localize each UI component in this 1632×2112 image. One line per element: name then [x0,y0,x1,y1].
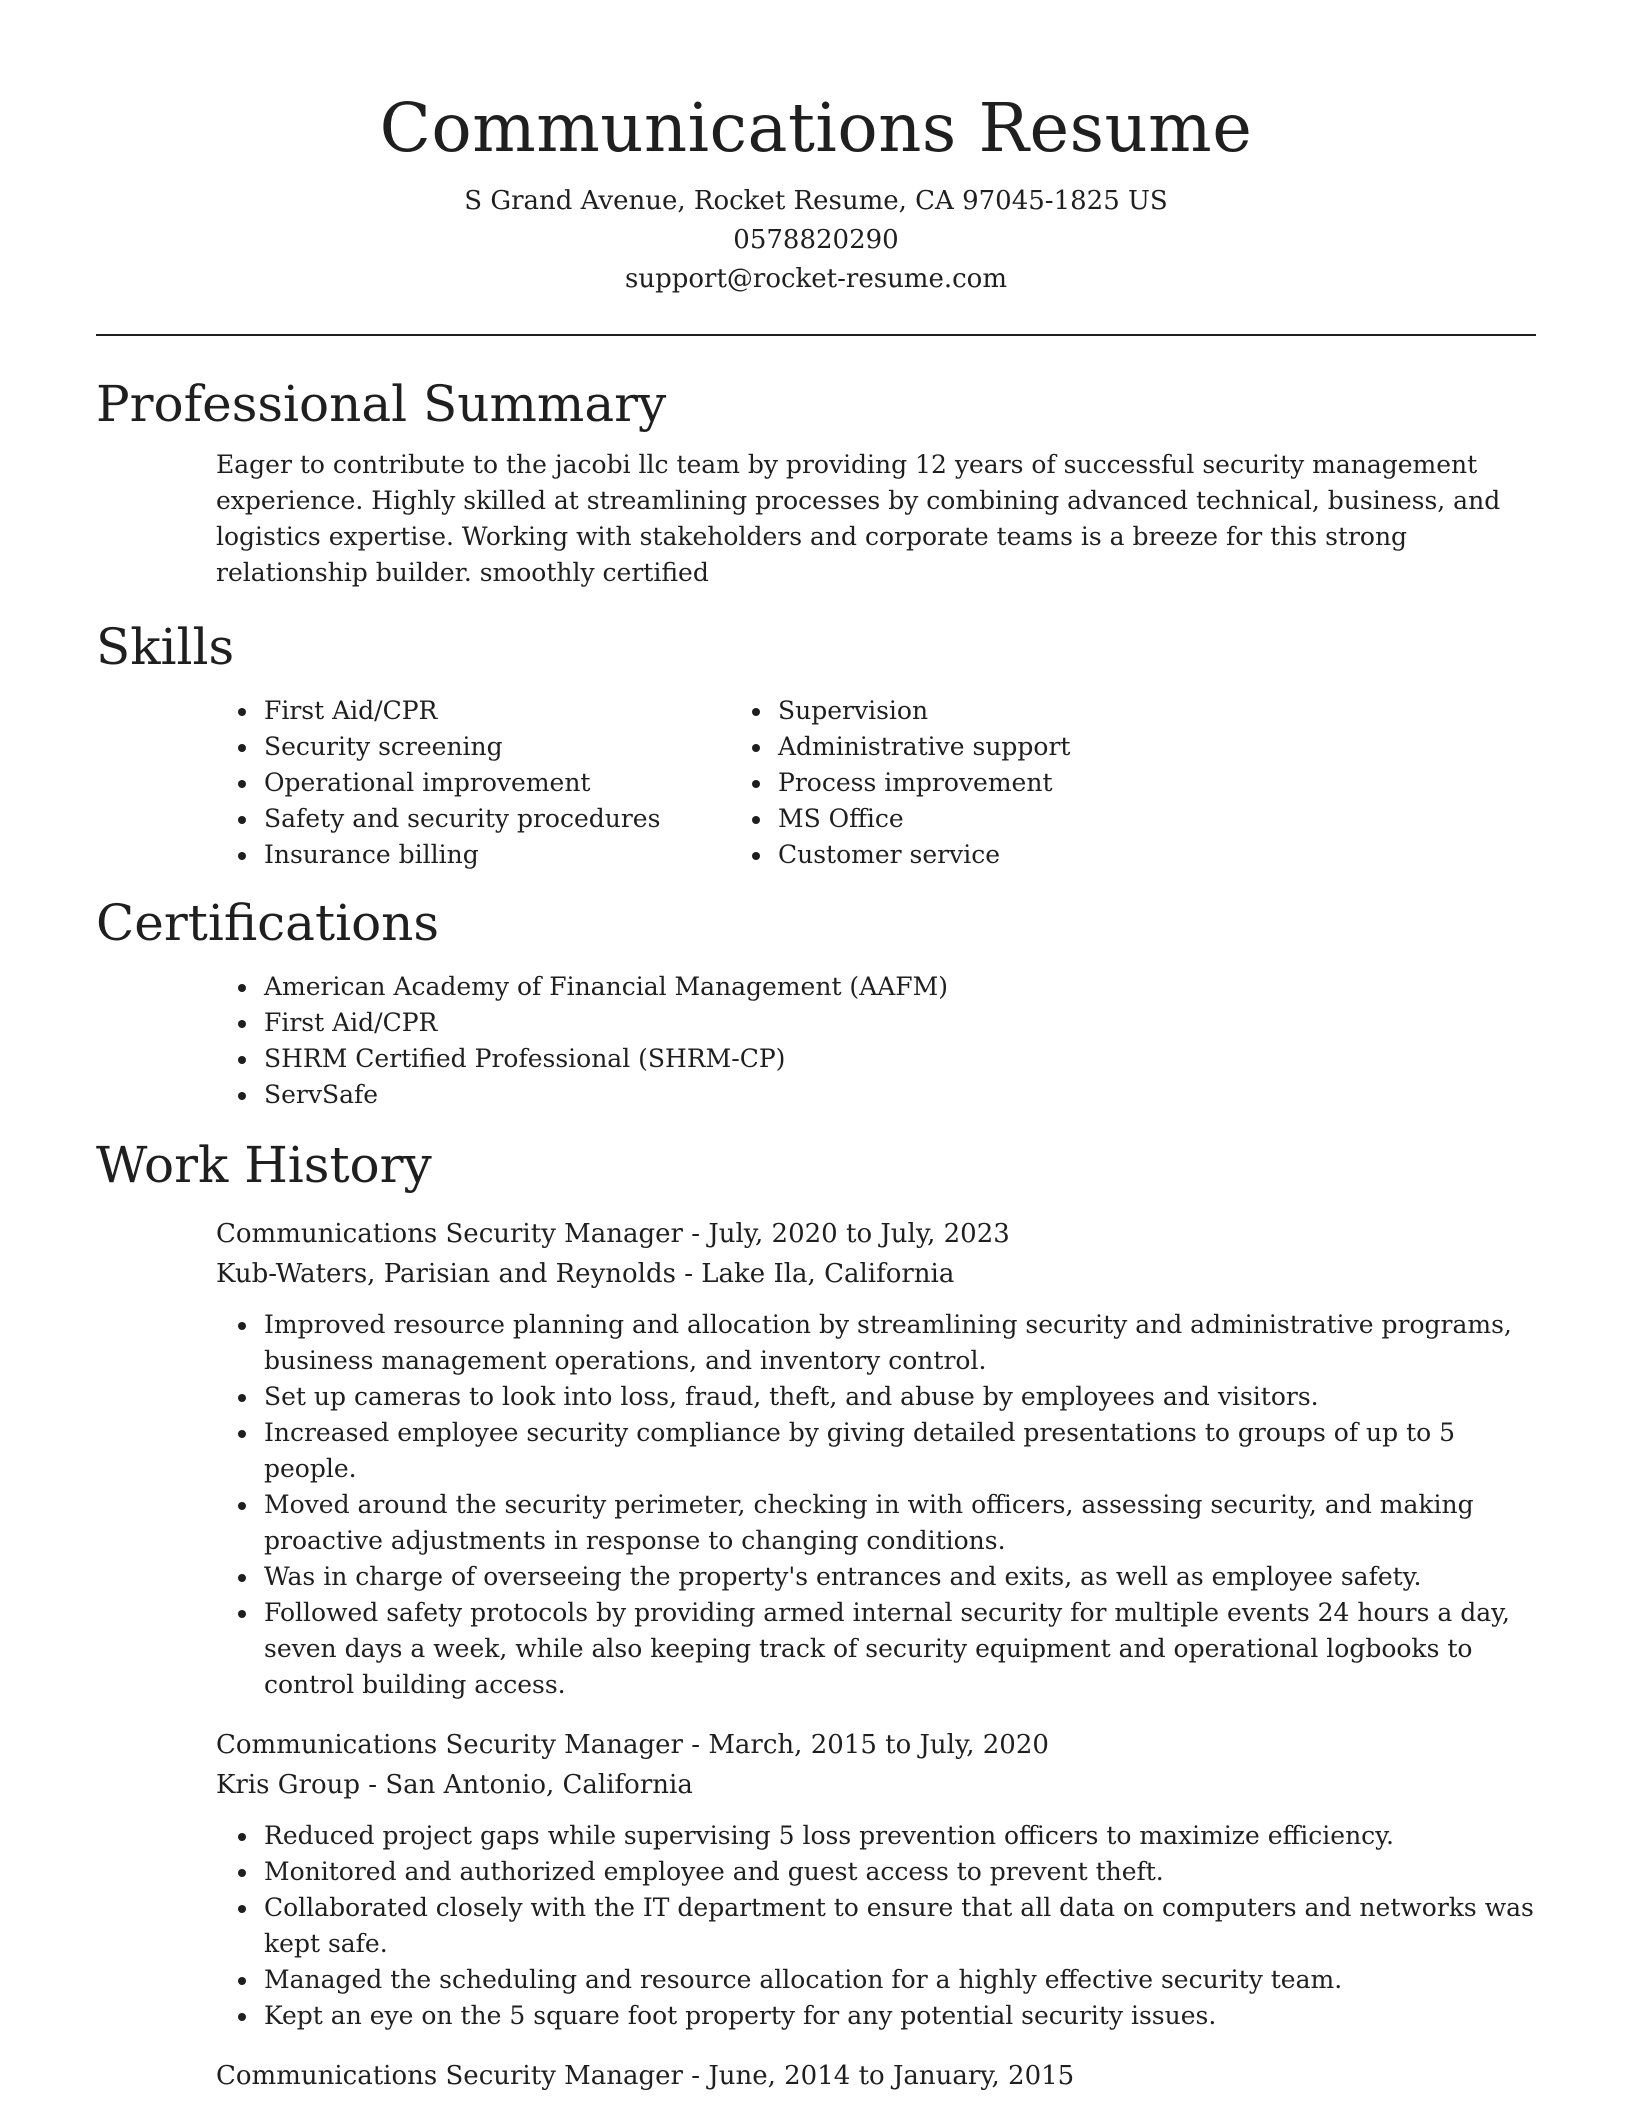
job-bullets [216,1818,1536,2034]
job-company-line: Kub-Waters, Parisian and Reynolds - Lake Ila, California [216,1259,955,1289]
job-bullet: • Followed safety protocols by providing armed internal security for multiple events 24 hours a day, seven days a week, while also keeping track of security equipment and operational logbooks to control building access. [260,1595,1536,1703]
header-divider [96,334,1536,336]
job-dates: July, 2020 to July, 2023 [708,1219,1010,1249]
skill-item: • Administrative support [774,729,1394,765]
skill-item: • MS Office [774,801,1394,837]
job-bullet: • Monitored and authorized employee and guest access to prevent theft. [260,1854,1536,1890]
job-title-line: Communications Security Manager - July, 2020 to July, 2023 [216,1219,1010,1249]
skill-item: • First Aid/CPR [260,693,746,729]
job-title-line: Communications Security Manager - June, 2014 to January, 2015 [216,2061,1075,2091]
job-role: Communications Security Manager [216,1219,683,1249]
job-dates: March, 2015 to July, 2020 [708,1730,1049,1760]
certifications-list [96,969,1536,1113]
skills-list-right [750,693,1394,873]
certifications-heading: Certifications [96,894,440,952]
skill-item: • Operational improvement [260,765,746,801]
certification-item: • American Academy of Financial Management (AAFM) [260,969,1536,1005]
job-role: Communications Security Manager [216,1730,683,1760]
job-entry [216,2056,1536,2096]
job-bullet: • Set up cameras to look into loss, fraud, theft, and abuse by employees and visitors. [260,1379,1536,1415]
summary-heading: Professional Summary [96,375,667,433]
job-bullet: • Collaborated closely with the IT department to ensure that all data on computers and networks was kept safe. [260,1890,1536,1962]
skills-list-left [96,693,746,873]
resume-header [96,0,1536,299]
job-entry [216,1725,1536,2034]
summary-text: Eager to contribute to the jacobi llc team by providing 12 years of successful security management experience. Highly skilled at streamlining processes by combining advanced technical, business, and logistics expertise. Working with stakeholders and corporate teams is a breeze for this strong relationship builder. smoothly certified [216,450,1501,587]
job-dates: June, 2014 to January, 2015 [708,2061,1075,2091]
job-company: Kris Group [216,1770,361,1800]
job-location: Lake Ila, California [701,1259,955,1289]
skill-item: • Supervision [774,693,1394,729]
job-bullets [216,1307,1536,1703]
phone-number: 0578820290 [733,225,899,255]
job-bullet: • Kept an eye on the 5 square foot property for any potential security issues. [260,1998,1536,2034]
address: S Grand Avenue, Rocket Resume, CA 97045-1825 US [464,186,1168,216]
skill-item: • Process improvement [774,765,1394,801]
skill-item: • Safety and security procedures [260,801,746,837]
skills-columns [96,693,1536,873]
job-entry [216,1214,1536,1703]
job-title-line: Communications Security Manager - March, 2015 to July, 2020 [216,1730,1049,1760]
work-history-heading: Work History [96,1136,432,1194]
resume-name: Communications Resume [379,89,1253,167]
job-bullet: • Improved resource planning and allocation by streamlining security and administrative programs, business management operations, and inventory control. [260,1307,1536,1379]
job-bullet: • Was in charge of overseeing the property's entrances and exits, as well as employee safety. [260,1559,1536,1595]
email-address: support@rocket-resume.com [624,264,1007,294]
job-bullet: • Managed the scheduling and resource allocation for a highly effective security team. [260,1962,1536,1998]
job-bullet: • Reduced project gaps while supervising 5 loss prevention officers to maximize efficiency. [260,1818,1536,1854]
skill-item: • Security screening [260,729,746,765]
certification-item: • SHRM Certified Professional (SHRM-CP) [260,1041,1536,1077]
resume-page [96,0,1536,2096]
job-role: Communications Security Manager [216,2061,683,2091]
job-location: San Antonio, California [385,1770,693,1800]
job-bullet: • Moved around the security perimeter, checking in with officers, assessing security, and making proactive adjustments in response to changing conditions. [260,1487,1536,1559]
skills-heading: Skills [96,618,235,676]
certification-item: • ServSafe [260,1077,1536,1113]
certification-item: • First Aid/CPR [260,1005,1536,1041]
skill-item: • Customer service [774,837,1394,873]
skill-item: • Insurance billing [260,837,746,873]
job-company: Kub-Waters, Parisian and Reynolds [216,1259,676,1289]
job-bullet: • Increased employee security compliance by giving detailed presentations to groups of up to 5 people. [260,1415,1536,1487]
job-company-line: Kris Group - San Antonio, California [216,1770,693,1800]
